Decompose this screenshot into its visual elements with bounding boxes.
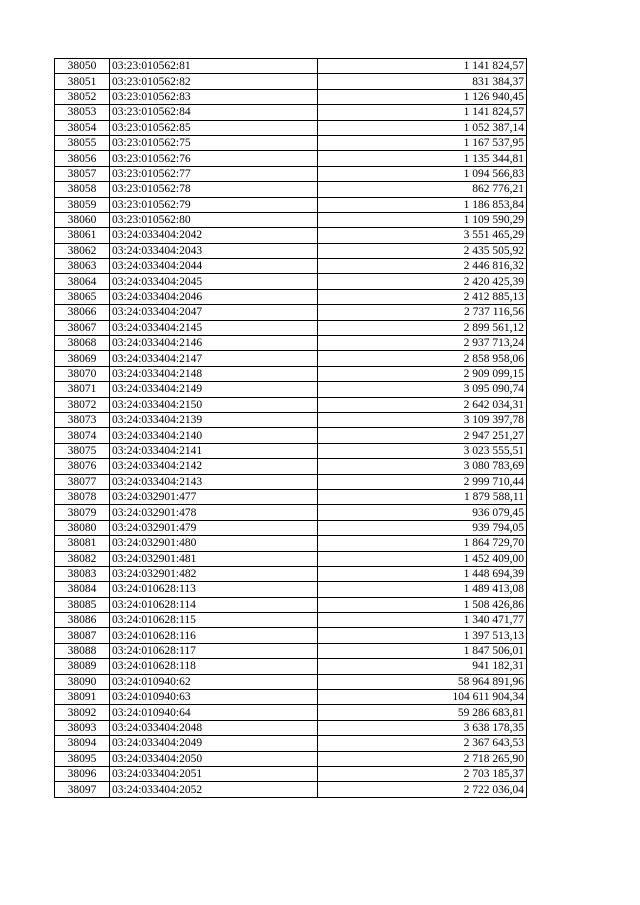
cadastral-value-cell: 2 446 816,32 (318, 259, 527, 274)
row-number-cell: 38082 (55, 551, 110, 566)
cadastral-value-cell: 3 551 465,29 (318, 228, 527, 243)
row-number-cell: 38096 (55, 766, 110, 781)
table-row (55, 212, 527, 227)
cadastral-value-cell: 2 909 099,15 (318, 366, 527, 381)
cadastral-number-cell: 03:24:033404:2150 (110, 397, 318, 412)
cadastral-value-cell: 1 508 426,86 (318, 597, 527, 612)
cadastral-number-cell: 03:23:010562:75 (110, 135, 318, 150)
cadastral-number-cell: 03:24:032901:477 (110, 489, 318, 504)
row-number-cell: 38092 (55, 705, 110, 720)
row-number-cell: 38059 (55, 197, 110, 212)
table-row (55, 597, 527, 612)
cadastral-number-cell: 03:24:033404:2049 (110, 736, 318, 751)
table-row (55, 536, 527, 551)
cadastral-number-cell: 03:24:032901:479 (110, 520, 318, 535)
cadastral-value-table (54, 58, 527, 798)
cadastral-value-cell: 2 999 710,44 (318, 474, 527, 489)
cadastral-number-cell: 03:24:010628:114 (110, 597, 318, 612)
cadastral-value-cell: 1 094 566,83 (318, 166, 527, 181)
table-row (55, 489, 527, 504)
cadastral-value-cell: 2 722 036,04 (318, 782, 527, 797)
cadastral-value-cell: 3 638 178,35 (318, 720, 527, 735)
cadastral-number-cell: 03:23:010562:82 (110, 74, 318, 89)
table-row (55, 382, 527, 397)
table-row (55, 74, 527, 89)
row-number-cell: 38089 (55, 659, 110, 674)
row-number-cell: 38085 (55, 597, 110, 612)
cadastral-value-cell: 3 095 090,74 (318, 382, 527, 397)
row-number-cell: 38090 (55, 674, 110, 689)
cadastral-value-cell: 1 879 588,11 (318, 489, 527, 504)
cadastral-number-cell: 03:23:010562:81 (110, 59, 318, 74)
cadastral-number-cell: 03:23:010562:85 (110, 120, 318, 135)
table-row (55, 613, 527, 628)
table-row (55, 59, 527, 74)
cadastral-value-cell: 2 947 251,27 (318, 428, 527, 443)
table-row (55, 274, 527, 289)
table-row (55, 659, 527, 674)
row-number-cell: 38079 (55, 505, 110, 520)
cadastral-number-cell: 03:24:033404:2050 (110, 751, 318, 766)
cadastral-number-cell: 03:24:033404:2147 (110, 351, 318, 366)
row-number-cell: 38058 (55, 182, 110, 197)
cadastral-number-cell: 03:24:033404:2043 (110, 243, 318, 258)
cadastral-number-cell: 03:24:032901:480 (110, 536, 318, 551)
cadastral-value-cell: 2 937 713,24 (318, 336, 527, 351)
table-row (55, 166, 527, 181)
cadastral-number-cell: 03:24:010628:118 (110, 659, 318, 674)
row-number-cell: 38061 (55, 228, 110, 243)
cadastral-value-cell: 2 367 643,53 (318, 736, 527, 751)
table-row (55, 182, 527, 197)
cadastral-number-cell: 03:24:033404:2149 (110, 382, 318, 397)
table-row (55, 643, 527, 658)
table-row (55, 566, 527, 581)
table-row (55, 443, 527, 458)
row-number-cell: 38056 (55, 151, 110, 166)
cadastral-value-cell: 1 489 413,08 (318, 582, 527, 597)
table-row (55, 135, 527, 150)
cadastral-value-cell: 1 109 590,29 (318, 212, 527, 227)
row-number-cell: 38052 (55, 89, 110, 104)
cadastral-value-cell: 1 052 387,14 (318, 120, 527, 135)
table-row (55, 674, 527, 689)
cadastral-number-cell: 03:24:033404:2052 (110, 782, 318, 797)
cadastral-value-cell: 59 286 683,81 (318, 705, 527, 720)
cadastral-number-cell: 03:24:033404:2148 (110, 366, 318, 381)
cadastral-number-cell: 03:24:033404:2145 (110, 320, 318, 335)
cadastral-number-cell: 03:23:010562:83 (110, 89, 318, 104)
cadastral-number-cell: 03:24:033404:2046 (110, 289, 318, 304)
table-row (55, 228, 527, 243)
cadastral-number-cell: 03:23:010562:80 (110, 212, 318, 227)
table-row (55, 289, 527, 304)
row-number-cell: 38070 (55, 366, 110, 381)
row-number-cell: 38093 (55, 720, 110, 735)
table-row (55, 474, 527, 489)
row-number-cell: 38057 (55, 166, 110, 181)
table-row (55, 782, 527, 797)
row-number-cell: 38064 (55, 274, 110, 289)
row-number-cell: 38055 (55, 135, 110, 150)
cadastral-number-cell: 03:24:010628:116 (110, 628, 318, 643)
cadastral-value-cell: 1 126 940,45 (318, 89, 527, 104)
table-row (55, 751, 527, 766)
table-row (55, 105, 527, 120)
row-number-cell: 38097 (55, 782, 110, 797)
row-number-cell: 38062 (55, 243, 110, 258)
cadastral-number-cell: 03:24:032901:481 (110, 551, 318, 566)
cadastral-number-cell: 03:24:033404:2051 (110, 766, 318, 781)
cadastral-value-cell: 3 109 397,78 (318, 412, 527, 427)
cadastral-number-cell: 03:24:010628:113 (110, 582, 318, 597)
cadastral-value-cell: 1 135 344,81 (318, 151, 527, 166)
cadastral-value-cell: 862 776,21 (318, 182, 527, 197)
cadastral-number-cell: 03:24:032901:482 (110, 566, 318, 581)
cadastral-value-cell: 3 080 783,69 (318, 459, 527, 474)
table-row (55, 197, 527, 212)
table-row (55, 520, 527, 535)
cadastral-number-cell: 03:24:010628:115 (110, 613, 318, 628)
row-number-cell: 38072 (55, 397, 110, 412)
row-number-cell: 38077 (55, 474, 110, 489)
table-row (55, 551, 527, 566)
cadastral-number-cell: 03:24:033404:2140 (110, 428, 318, 443)
cadastral-number-cell: 03:24:010628:117 (110, 643, 318, 658)
table-row (55, 628, 527, 643)
cadastral-value-cell: 2 718 265,90 (318, 751, 527, 766)
row-number-cell: 38076 (55, 459, 110, 474)
table-row (55, 397, 527, 412)
table-row (55, 690, 527, 705)
table-row (55, 459, 527, 474)
cadastral-number-cell: 03:23:010562:84 (110, 105, 318, 120)
table-row (55, 736, 527, 751)
table-row (55, 766, 527, 781)
cadastral-value-cell: 1 141 824,57 (318, 59, 527, 74)
cadastral-value-cell: 941 182,31 (318, 659, 527, 674)
cadastral-value-cell: 1 452 409,00 (318, 551, 527, 566)
table-row (55, 120, 527, 135)
cadastral-number-cell: 03:24:010940:62 (110, 674, 318, 689)
table-row (55, 505, 527, 520)
cadastral-value-cell: 831 384,37 (318, 74, 527, 89)
table-row (55, 89, 527, 104)
table-row (55, 243, 527, 258)
table-row (55, 720, 527, 735)
cadastral-value-cell: 1 340 471,77 (318, 613, 527, 628)
cadastral-value-cell: 2 737 116,56 (318, 305, 527, 320)
row-number-cell: 38054 (55, 120, 110, 135)
row-number-cell: 38074 (55, 428, 110, 443)
cadastral-number-cell: 03:24:010940:63 (110, 690, 318, 705)
cadastral-number-cell: 03:24:033404:2142 (110, 459, 318, 474)
table-row (55, 336, 527, 351)
cadastral-value-cell: 1 141 824,57 (318, 105, 527, 120)
cadastral-number-cell: 03:24:033404:2045 (110, 274, 318, 289)
row-number-cell: 38060 (55, 212, 110, 227)
row-number-cell: 38075 (55, 443, 110, 458)
cadastral-value-cell: 2 420 425,39 (318, 274, 527, 289)
cadastral-number-cell: 03:24:033404:2146 (110, 336, 318, 351)
row-number-cell: 38083 (55, 566, 110, 581)
cadastral-value-cell: 3 023 555,51 (318, 443, 527, 458)
row-number-cell: 38067 (55, 320, 110, 335)
table-row (55, 412, 527, 427)
row-number-cell: 38073 (55, 412, 110, 427)
cadastral-value-cell: 2 435 505,92 (318, 243, 527, 258)
cadastral-number-cell: 03:24:033404:2048 (110, 720, 318, 735)
table-row (55, 259, 527, 274)
cadastral-value-cell: 1 167 537,95 (318, 135, 527, 150)
cadastral-number-cell: 03:24:033404:2139 (110, 412, 318, 427)
cadastral-value-cell: 58 964 891,96 (318, 674, 527, 689)
row-number-cell: 38094 (55, 736, 110, 751)
table-row (55, 428, 527, 443)
cadastral-value-cell: 1 847 506,01 (318, 643, 527, 658)
row-number-cell: 38091 (55, 690, 110, 705)
cadastral-number-cell: 03:24:033404:2143 (110, 474, 318, 489)
cadastral-value-cell: 936 079,45 (318, 505, 527, 520)
row-number-cell: 38066 (55, 305, 110, 320)
row-number-cell: 38080 (55, 520, 110, 535)
row-number-cell: 38078 (55, 489, 110, 504)
row-number-cell: 38088 (55, 643, 110, 658)
table-row (55, 582, 527, 597)
row-number-cell: 38051 (55, 74, 110, 89)
cadastral-number-cell: 03:23:010562:79 (110, 197, 318, 212)
row-number-cell: 38095 (55, 751, 110, 766)
row-number-cell: 38053 (55, 105, 110, 120)
cadastral-value-cell: 2 412 885,13 (318, 289, 527, 304)
row-number-cell: 38050 (55, 59, 110, 74)
cadastral-number-cell: 03:23:010562:77 (110, 166, 318, 181)
row-number-cell: 38086 (55, 613, 110, 628)
cadastral-value-cell: 1 397 513,13 (318, 628, 527, 643)
row-number-cell: 38071 (55, 382, 110, 397)
table-row (55, 705, 527, 720)
row-number-cell: 38069 (55, 351, 110, 366)
cadastral-number-cell: 03:24:033404:2044 (110, 259, 318, 274)
cadastral-number-cell: 03:24:033404:2042 (110, 228, 318, 243)
cadastral-number-cell: 03:24:033404:2047 (110, 305, 318, 320)
cadastral-value-cell: 2 642 034,31 (318, 397, 527, 412)
cadastral-number-cell: 03:24:010940:64 (110, 705, 318, 720)
row-number-cell: 38063 (55, 259, 110, 274)
row-number-cell: 38068 (55, 336, 110, 351)
cadastral-value-cell: 1 864 729,70 (318, 536, 527, 551)
cadastral-value-cell: 104 611 904,34 (318, 690, 527, 705)
row-number-cell: 38087 (55, 628, 110, 643)
cadastral-number-cell: 03:24:033404:2141 (110, 443, 318, 458)
cadastral-number-cell: 03:24:032901:478 (110, 505, 318, 520)
cadastral-number-cell: 03:23:010562:76 (110, 151, 318, 166)
table-row (55, 351, 527, 366)
cadastral-value-cell: 2 858 958,06 (318, 351, 527, 366)
row-number-cell: 38084 (55, 582, 110, 597)
cadastral-value-cell: 1 186 853,84 (318, 197, 527, 212)
cadastral-number-cell: 03:23:010562:78 (110, 182, 318, 197)
cadastral-value-cell: 1 448 694,39 (318, 566, 527, 581)
table-body (55, 59, 527, 798)
table-row (55, 320, 527, 335)
table-row (55, 305, 527, 320)
table-row (55, 366, 527, 381)
cadastral-value-cell: 939 794,05 (318, 520, 527, 535)
row-number-cell: 38081 (55, 536, 110, 551)
cadastral-value-cell: 2 899 561,12 (318, 320, 527, 335)
row-number-cell: 38065 (55, 289, 110, 304)
cadastral-value-cell: 2 703 185,37 (318, 766, 527, 781)
table-row (55, 151, 527, 166)
